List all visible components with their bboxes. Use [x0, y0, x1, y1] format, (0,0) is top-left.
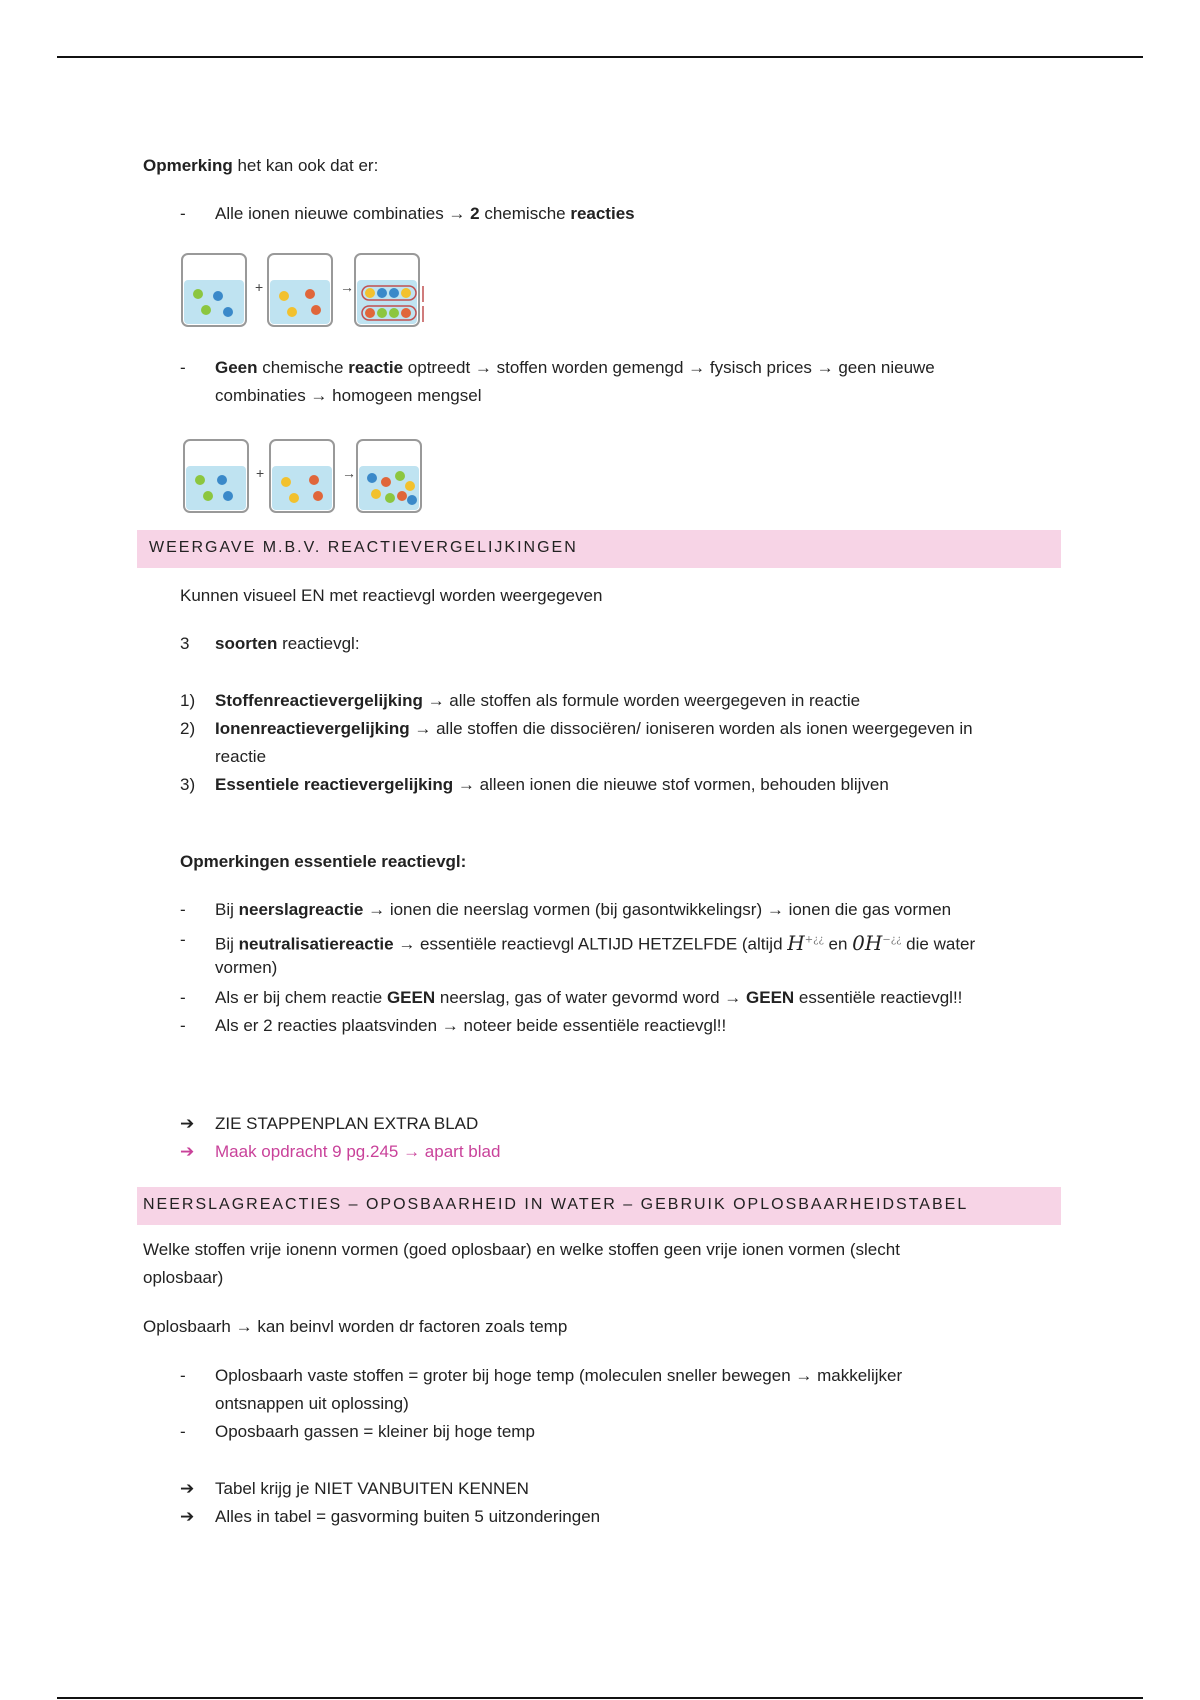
list-number: 1) [180, 691, 196, 710]
paragraph: Welke stoffen vrije ionenn vormen (goed oplosbaar) en welke stoffen geen vrije ionen vormen (slecht [143, 1240, 900, 1259]
svg-text:+: + [256, 465, 265, 481]
arrow-item: Alles in tabel = gasvorming buiten 5 uitzonderingen [215, 1507, 601, 1526]
remark-item: Als er 2 reacties plaatsvinden → noteer beide essentiële reactievgl!! [215, 1016, 727, 1035]
beaker-3 [355, 254, 423, 326]
remark-item: Bij neutralisatiereactie → essentiële reactievgl ALTIJD HETZELFDE (altijd H+¿¿ en 0H−¿¿ die water [215, 930, 976, 955]
remark-item-line2: vormen) [215, 958, 278, 977]
section-heading-band [137, 530, 1061, 568]
beaker-2 [268, 254, 332, 326]
beaker-1 [184, 440, 248, 512]
kinds-intro: soorten reactievgl: [215, 634, 360, 653]
list-number: 3 [180, 634, 190, 653]
paragraph: Kunnen visueel EN met reactievgl worden weergegeven [180, 586, 603, 605]
remark-item: Bij neerslagreactie → ionen die neerslag vormen (bij gasontwikkelingsr) → ionen die gas vormen [215, 900, 952, 919]
section-heading: NEERSLAGREACTIES – OPOSBAARHEID IN WATER – GEBRUIK OPLOSBAARHEIDSTABEL [143, 1196, 969, 1213]
arrow-item: ZIE STAPPENPLAN EXTRA BLAD [215, 1114, 479, 1133]
beakers-mixing-figure [182, 436, 432, 516]
bullet-dash: - [180, 1366, 186, 1385]
paragraph: Oplosbaarh → kan beinvl worden dr factoren zoals temp [143, 1317, 568, 1336]
arrow-bullet-icon: ➔ [180, 1114, 195, 1133]
list-item: Ionenreactievergelijking → alle stoffen die dissociëren/ ioniseren worden als ionen weergegeven in [215, 719, 973, 738]
remark-item: Als er bij chem reactie GEEN neerslag, gas of water gevormd word → GEEN essentiële reactievgl!! [215, 988, 963, 1007]
bullet-dash: - [180, 358, 186, 377]
beaker-2 [270, 440, 334, 512]
arrow-item: Tabel krijg je NIET VANBUITEN KENNEN [215, 1479, 529, 1498]
arrow-bullet-icon: ➔ [180, 1142, 195, 1161]
bullet-dash: - [180, 1422, 186, 1441]
bullet-item: Oposbaarh gassen = kleiner bij hoge temp [215, 1422, 535, 1441]
remarks-title: Opmerkingen essentiele reactievgl: [180, 852, 467, 871]
bullet-no-reaction: Geen chemische reactie optreedt → stoffen worden gemengd → fysisch prices → geen nieuwe [215, 358, 935, 377]
svg-text:→: → [340, 279, 354, 295]
arrow-item-assignment: Maak opdracht 9 pg.245 → apart blad [215, 1142, 501, 1161]
bullet-dash: - [180, 930, 186, 949]
beaker-1 [182, 254, 246, 326]
svg-text:+: + [255, 279, 264, 295]
bullet-no-reaction-line2: combinaties → homogeen mengsel [215, 386, 482, 405]
section-heading-band [137, 1187, 1061, 1225]
bullet-dash: - [180, 1016, 186, 1035]
bullet-item: Oplosbaarh vaste stoffen = groter bij hoge temp (moleculen sneller bewegen → makkelijker [215, 1366, 903, 1385]
bullet-dash: - [180, 204, 186, 223]
beaker-3 [357, 440, 421, 512]
svg-text:→: → [342, 465, 356, 481]
beakers-reaction-figure [180, 250, 430, 330]
bottom-rule [57, 1697, 1143, 1699]
list-item-line2: reactie [215, 747, 267, 766]
remark-intro: Opmerking het kan ook dat er: [143, 156, 379, 175]
arrow-bullet-icon: ➔ [180, 1507, 195, 1526]
bullet-dash: - [180, 988, 186, 1007]
list-item: Stoffenreactievergelijking → alle stoffen als formule worden weergegeven in reactie [215, 691, 861, 710]
section-heading: WEERGAVE M.B.V. REACTIEVERGELIJKINGEN [149, 539, 578, 556]
list-item: Essentiele reactievergelijking → alleen ionen die nieuwe stof vormen, behouden blijven [215, 775, 889, 794]
arrow-bullet-icon: ➔ [180, 1479, 195, 1498]
list-number: 3) [180, 775, 196, 794]
top-rule [57, 56, 1143, 58]
bullet-dash: - [180, 900, 186, 919]
list-number: 2) [180, 719, 196, 738]
paragraph-line2: oplosbaar) [143, 1268, 224, 1287]
bullet-ions-combinations: Alle ionen nieuwe combinaties → 2 chemische reacties [215, 204, 635, 223]
bullet-item-line2: ontsnappen uit oplossing) [215, 1394, 409, 1413]
